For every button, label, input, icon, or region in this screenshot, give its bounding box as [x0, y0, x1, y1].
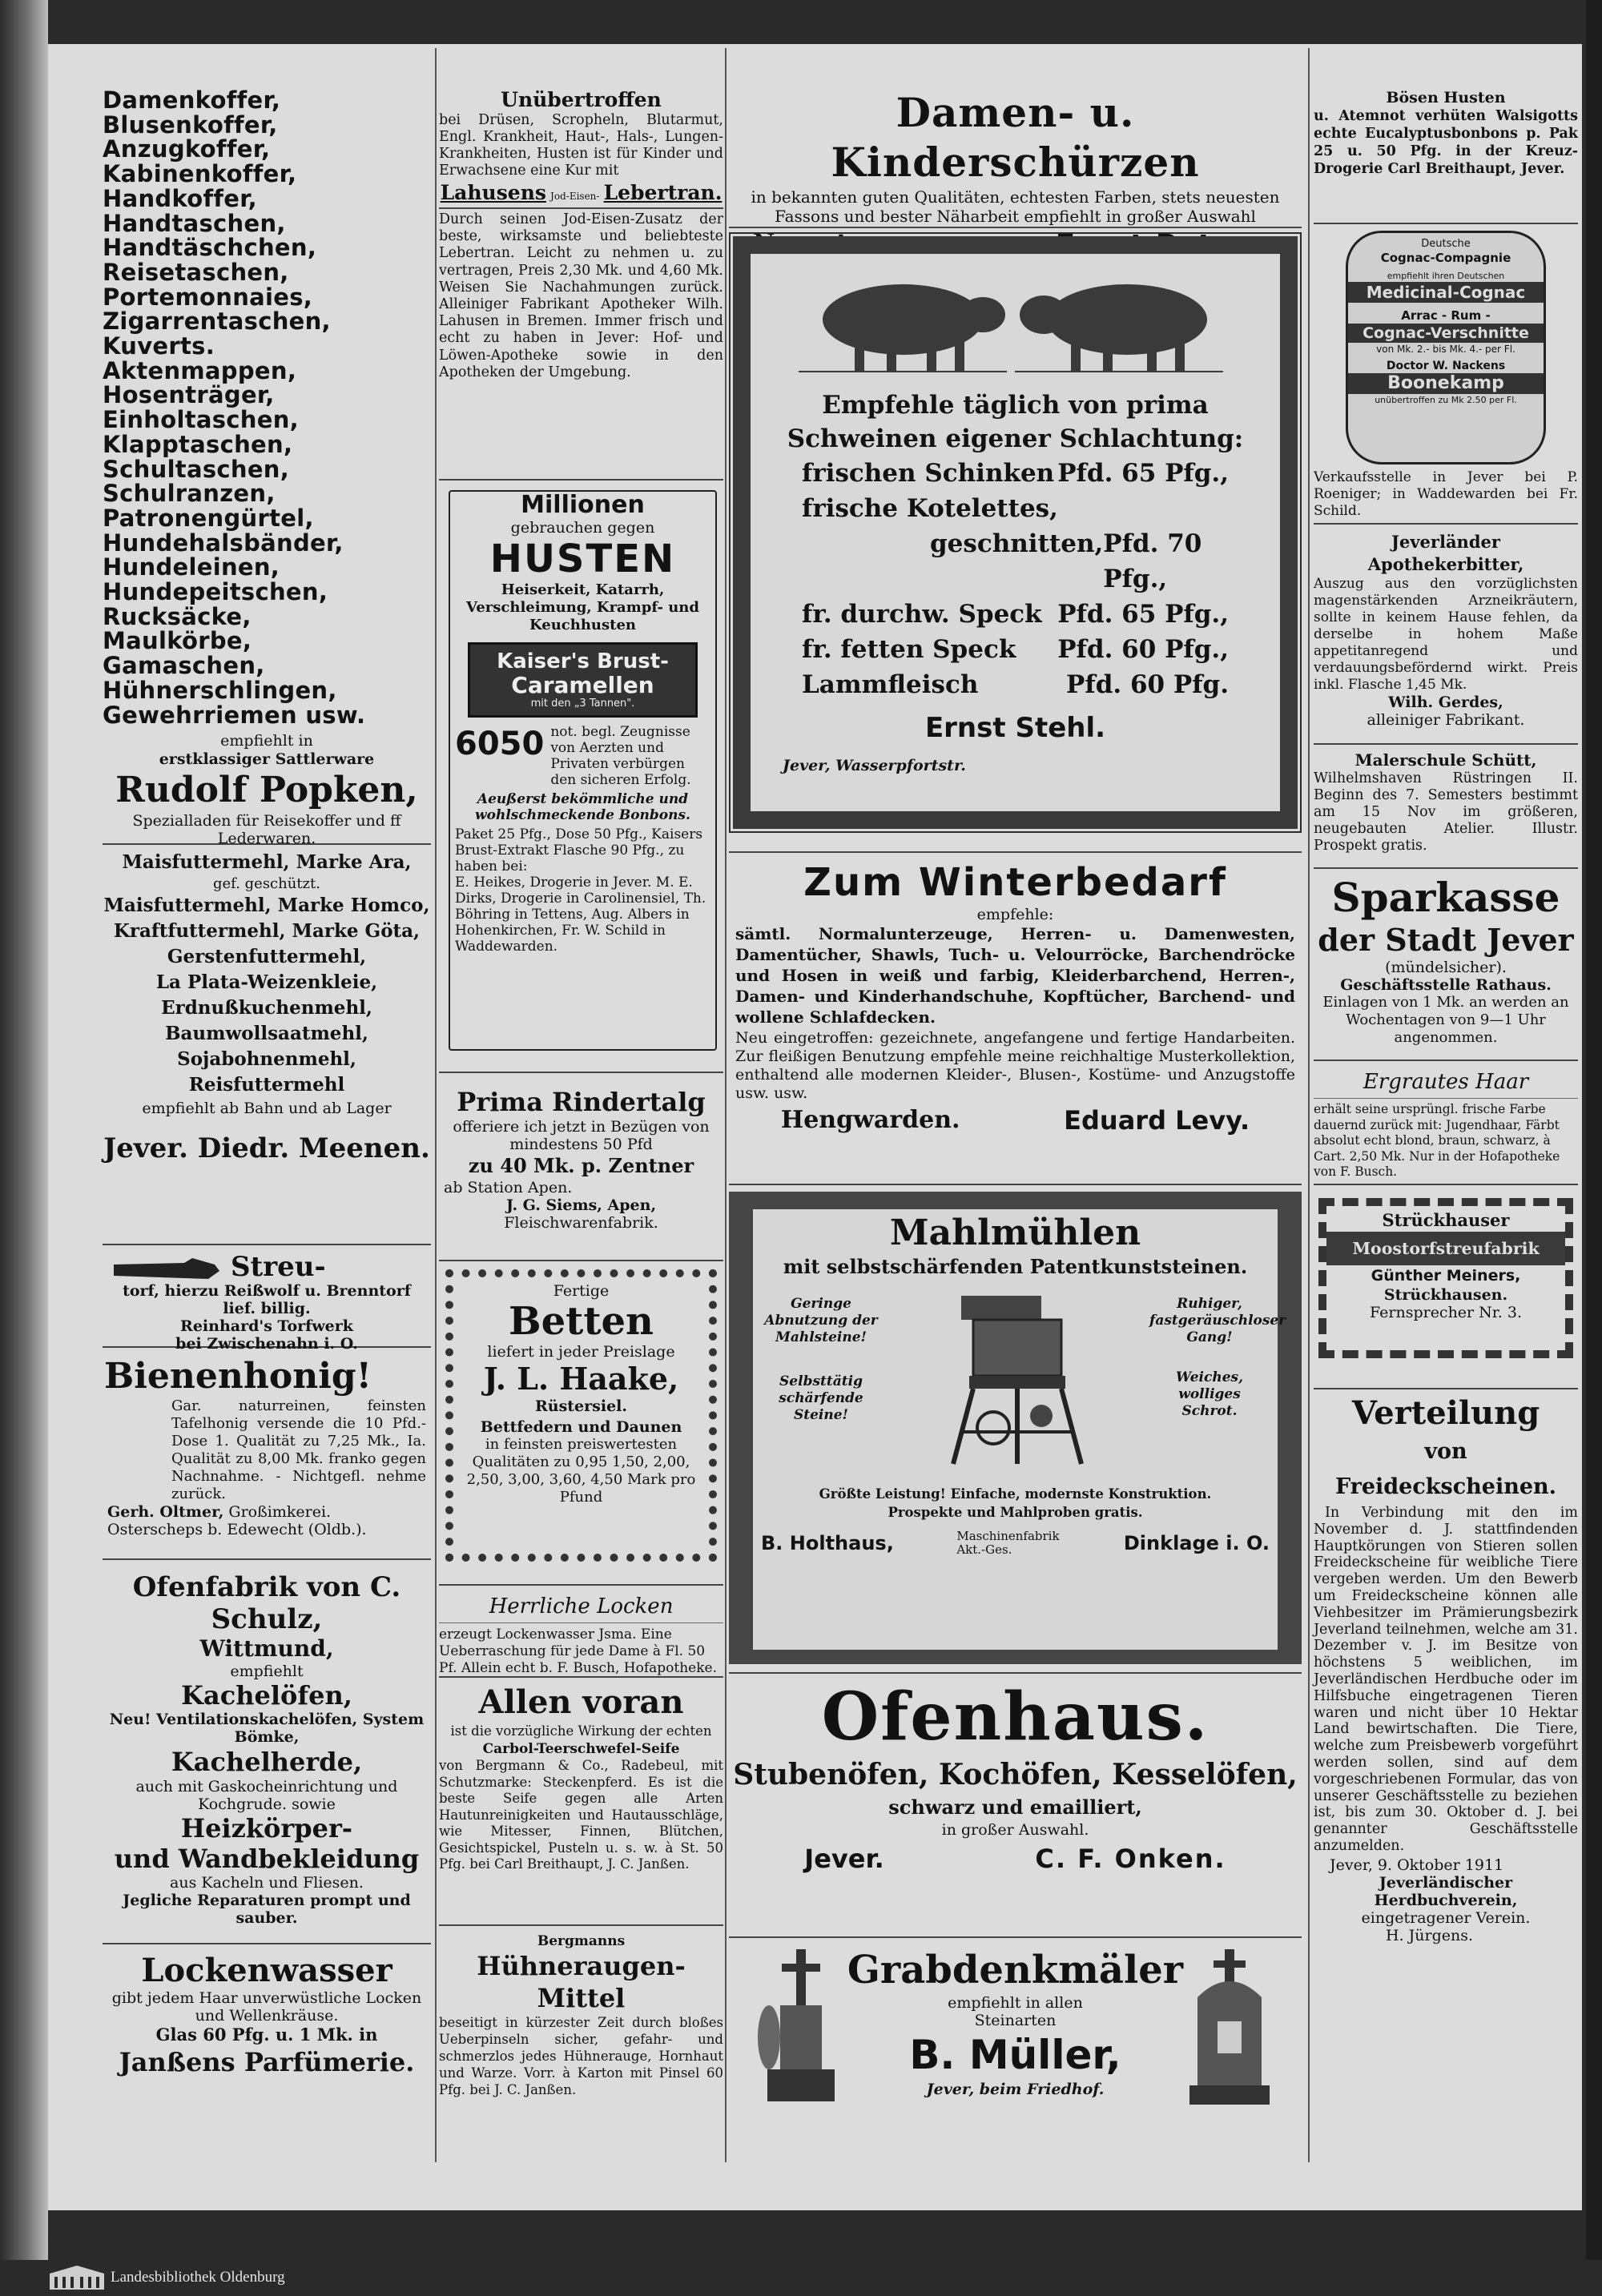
ad-haar [1314, 1061, 1578, 1185]
vert-text: In Verbindung mit den im November d. J. stattfindenden Hauptkörungen von Stieren sollen Freideckscheine für weibliche Tiere vergeben werden. Um den Bewerb um Freideckscheine können alle Viehbesitzer im Prämierungsbezirk Jeverland teilnehmen, welche am 31. Dezember v. J. im Besitze von höchstens 5 weiblichen, im Jeverländischen Herdbuche oder im Hilfsbuche eingetragenen Tieren waren und nicht über 10 Hektar Land bewirtschaften. Die Tiere, welche zum Preisbewerb vorgeführt werden sollen, sind auf dem vorgeschriebenen Formular, das von unserer Geschäftsstelle zu beziehen ist, bis zum 30. Oktober d. J. bei genannter Geschäftsstelle anzumelden. [1314, 1505, 1578, 1854]
futter-list-item: Kraftfuttermehl, Marke Göta, [113, 920, 421, 942]
locken-title: Lockenwasser [141, 1952, 392, 1989]
ad-levy [729, 853, 1302, 1185]
mahl-title: Mahlmühlen [889, 1212, 1141, 1253]
streu-text: torf, hierzu Reißwolf u. Brenntorf lief. billig. [123, 1282, 411, 1317]
kaiser-gebr: gebrauchen gegen [510, 519, 655, 537]
winter-empf: empfehle: [976, 906, 1054, 923]
futter-list-item: Gerstenfuttermehl, [167, 946, 367, 967]
mahl-left2: Selbsttätig schärfende Steine! [779, 1373, 863, 1423]
kaiser-logo [468, 642, 698, 718]
rinder-text: offeriere ich jetzt in Bezügen von mindestens 50 Pfd [453, 1118, 710, 1153]
library-name: Landesbibliothek Oldenburg [111, 2269, 285, 2286]
ofen-empf: empfiehlt [230, 1663, 304, 1680]
kaiser-bon: Aeußerst bekömmliche und wohlschmeckende Bonbons. [475, 791, 690, 823]
berg-title: Bergmanns [537, 1933, 626, 1949]
winter-place: Hengwarden. [780, 1106, 960, 1134]
stehl-frame [733, 236, 1298, 829]
vert-org2: eingetragener Verein. [1361, 1908, 1531, 1927]
spar-office: Geschäftsstelle Rathaus. [1340, 976, 1552, 994]
cognac-sale: Verkaufsstelle in Jever bei P. Roeniger; in Waddewarden bei Fr. Schild. [1314, 469, 1578, 519]
honig-title: Bienenhonig! [104, 1356, 372, 1397]
husten-title: Bösen Husten [1386, 89, 1506, 107]
stehl-price-row [783, 597, 1248, 632]
lahusen-text: bei Drüsen, Scropheln, Blutarmut, Engl. Krankheit, Haut-, Hals-, Lungen-Krankheiten, Husten ist für Kinder und Erwachsene eine Kur mit [439, 112, 723, 179]
ad-torf [103, 1245, 431, 1353]
allen-text1: ist die vorzügliche Wirkung der echten [450, 1723, 712, 1739]
koffer-list-item: Damenkoffer, [103, 86, 281, 114]
bitter-sub: alleiniger Fabrikant. [1367, 711, 1525, 729]
rinder-title: Prima Rindertalg [457, 1087, 706, 1117]
koffer-list-item: Schultaschen, [103, 455, 290, 483]
betten-frame [445, 1269, 717, 1562]
kaiser-list: Heiserkeit, Katarrh, Verschleimung, Krampf- und Keuchhusten [466, 581, 699, 633]
haar-hand: Ergrautes Haar [1314, 1066, 1578, 1099]
bitter-text: Auszug aus den vorzüglichsten magenstärkenden Arzneikräutern, sollte in keinem Hause fehlen, da derselbe in hohem Maße appetitanregend und verdauungsbefördernd wirkt. Preis inkl. Flasche 1,45 Mk. [1314, 576, 1578, 693]
ofenhaus-place: Jever. [804, 1844, 884, 1874]
stehl-item: Lammfleisch [802, 670, 979, 699]
mahl-left1: Geringe Abnutzung der Mahlsteine! [764, 1296, 878, 1345]
betten-name: J. L. Haake, [483, 1361, 679, 1397]
mahl-firm: Maschinenfabrik Akt.-Ges. [956, 1529, 1060, 1557]
spar-title2: der Stadt Jever [1318, 922, 1574, 958]
stehl-body [783, 388, 1248, 774]
ad-honig [103, 1348, 431, 1560]
stehl-price-row [783, 632, 1248, 667]
rinder-price: zu 40 Mk. p. Zentner [468, 1154, 694, 1177]
winter-neu: Neu eingetroffen: gezeichnete, angefangene und fertige Handarbeiten. Zur fleißigen Benutzung empfehle meine reichhaltige Musterkollektion, enthaltend alle modernen Kleider-, Blusen-, Kostüme- und Anzugstoffe usw. usw. [735, 1029, 1295, 1102]
koffer-list-item: Gamaschen, [103, 652, 265, 680]
ad-locken2 [439, 1586, 723, 1678]
ofen-title: Ofenfabrik von C. Schulz, [132, 1571, 401, 1635]
koffer-list-item: Klapptaschen, [103, 430, 293, 458]
stehl-item: geschnitten, [930, 529, 1104, 558]
koffer-name: Rudolf Popken, [115, 770, 418, 811]
koffer-list-item: Hühnerschlingen, [103, 676, 337, 704]
husten-text: u. Atemnot verhüten Walsigotts echte Eucalyptusbonbons p. Pak 25 u. 50 Pfg. in der Kreuz-Drogerie Carl Breithaupt, Jever. [1314, 108, 1578, 177]
grab-text: empfiehlt in allen Steinarten [948, 1994, 1083, 2029]
futter-list-item: Sojabohnenmehl, [177, 1048, 356, 1070]
stehl-item: fr. fetten Speck [802, 635, 1016, 664]
moor-5: Fernsprecher Nr. 3. [1369, 1304, 1523, 1321]
ofenhaus-sign [729, 1844, 1302, 1874]
koffer-list [103, 88, 431, 727]
stehl-line2: Schweinen eigener Schlachtung: [787, 424, 1244, 453]
column-4 [1314, 88, 1578, 2081]
koffer-list-item: Aktenmappen, [103, 356, 297, 384]
ofenhaus-sub: Stubenöfen, Kochöfen, Kesselöfen, [733, 1758, 1298, 1791]
ad-freideck [1314, 1389, 1578, 2081]
koffer-list-item: Hundehalsbänder, [103, 529, 344, 557]
schuerzen-title: Damen- u. Kinderschürzen [831, 89, 1200, 186]
ofenhaus-name: C. F. Onken. [1035, 1844, 1226, 1874]
stehl-item: frischen Schinken [802, 459, 1055, 488]
lahusen-brand [439, 181, 723, 204]
koffer-quality: erstklassiger Sattlerware [159, 750, 375, 769]
grave-cross-right-icon [1181, 1949, 1278, 2113]
honig-name: Gerh. Oltmer, [107, 1503, 224, 1521]
vert-sign: H. Jürgens. [1386, 1926, 1474, 1944]
ad-meenen [103, 845, 431, 1245]
spar-text: Einlagen von 1 Mk. an werden an Wochentagen von 9—1 Uhr angenommen. [1322, 994, 1569, 1046]
cognac-barrel [1346, 231, 1546, 464]
cognac-1: Deutsche [1421, 238, 1471, 250]
stehl-price-row [783, 456, 1248, 491]
ad-maler [1314, 745, 1578, 869]
honig-text: Gar. naturreinen, feinsten Tafelhonig versende die 10 Pfd.-Dose 1. Qualität zu 7,25 Mk., Ia. Qualität zu 8,00 Mk. franko gegen Nachnahme. - Nichtgefl. nehme zurück. [171, 1397, 426, 1502]
ofen-neu: Neu! Ventilationskachelöfen, System Bömke, [109, 1711, 425, 1746]
cognac-5: Arrac - Rum - [1401, 308, 1491, 323]
betten-text: in feinsten preiswertesten Qualitäten zu 0,95 1,50, 2,00, 2,50, 3,00, 3,60, 4,50 Mark pro Pfund [466, 1436, 696, 1506]
locken-text: gibt jedem Haar unverwüstliche Locken und Wellenkräuse. [111, 1989, 422, 2025]
koffer-empf: empfiehlt in [220, 732, 313, 750]
honig-sign [103, 1503, 431, 1538]
stehl-price-list [783, 456, 1248, 702]
kaiser-logo1: Kaiser's Brust- [497, 649, 669, 674]
mahl-line: Größte Leistung! Einfache, modernste Konstruktion. [819, 1486, 1212, 1502]
ad-peters [729, 88, 1302, 228]
betten-place: Rüstersiel. [534, 1397, 627, 1415]
column-rule [435, 48, 437, 2162]
stehl-price: Pfd. 70 Pfg., [1103, 529, 1202, 593]
cognac-9: Boonekamp [1348, 373, 1544, 394]
ofen-k4: und Wandbekleidung [114, 1844, 420, 1874]
stehl-item: fr. durchw. Speck [802, 600, 1042, 629]
koffer-list-item: Einholtaschen, [103, 406, 299, 434]
stehl-price: Pfd. 65 Pfg., [1057, 459, 1229, 488]
maler-text: Wilhelmshaven Rüstringen II. Beginn des 7. Semesters bestimmt am 15 Nov im größeren, neugebauten Atelier. Illustr. Prospekt gratis. [1314, 770, 1578, 854]
ad-locken [103, 1944, 431, 2113]
ofen-gas: auch mit Gaskocheinrichtung und Kochgrude. sowie [135, 1778, 398, 1813]
stehl-name: Ernst Stehl. [924, 712, 1106, 744]
ofen-k2: Kachelherde, [171, 1747, 363, 1777]
koffer-spec: Spezialladen für Reisekoffer und ff Lederwaren. [132, 812, 401, 848]
mill-machine-icon [937, 1288, 1097, 1471]
streu-title: Streu- [231, 1251, 326, 1283]
ad-bitter [1314, 525, 1578, 745]
vert-title1: Verteilung [1351, 1394, 1540, 1432]
ad-steckenpferd [439, 1678, 723, 1926]
ad-onken [729, 1674, 1302, 1938]
koffer-list-item: Anzugkoffer, [103, 135, 271, 163]
koffer-list-item: Handtäschchen, [103, 234, 317, 262]
koffer-list-item: Patronengürtel, [103, 504, 314, 532]
column-3 [729, 88, 1302, 2178]
moor-3: Günther Meiners, [1371, 1267, 1521, 1285]
vert-org: Jeverländischer Herdbuchverein, [1374, 1873, 1518, 1909]
ad-kaiser [439, 481, 723, 1073]
winter-name: Eduard Levy. [1064, 1105, 1250, 1136]
ad-popken [103, 86, 431, 848]
bitter-name: Wilh. Gerdes, [1388, 694, 1503, 711]
winter-sign [729, 1104, 1302, 1136]
koffer-list-item: Blusenkoffer, [103, 111, 278, 139]
kaiser-mill: Millionen [521, 491, 645, 519]
futter-list-item: Baumwollsaatmehl, [165, 1023, 368, 1044]
mahl-name: B. Holthaus, [761, 1532, 894, 1554]
betten-sub: Bettfedern und Daunen [480, 1418, 682, 1436]
footer-bar [0, 2260, 1602, 2296]
cognac-7: von Mk. 2.- bis Mk. 4.- per Fl. [1376, 344, 1515, 355]
koffer-list-item: Zigarrentaschen, [103, 308, 331, 336]
streu-place: bei Zwischenahn i. O. [175, 1335, 358, 1353]
koffer-list-item: Kabinenkoffer, [103, 160, 297, 188]
lahusen-brand1: Lahusens [440, 181, 546, 204]
koffer-list-item: Handtaschen, [103, 209, 286, 237]
futter-empf: empfiehlt ab Bahn und ab Lager [142, 1100, 392, 1117]
moor-4: Strückhausen. [1383, 1286, 1508, 1304]
kaiser-dealers: E. Heikes, Drogerie in Jever. M. E. Dirks, Drogerie in Carolinensiel, Th. Böhring in Tettens, Aug. Albers in Hohenkirchen, Fr. W. Schild in Waddewarden. [455, 875, 706, 955]
kaiser-logo2: Caramellen [511, 672, 654, 698]
ad-bergmann [439, 1926, 723, 2117]
ad-mueller [729, 1938, 1302, 2178]
ofenhaus-text: schwarz und emailliert, [888, 1795, 1142, 1819]
cognac-2: Cognac-Compagnie [1380, 251, 1511, 265]
ofen-place: Wittmund, [199, 1635, 334, 1662]
koffer-list-item: Maulkörbe, [103, 627, 252, 655]
ad-stehl [729, 228, 1302, 853]
stehl-price-row [783, 491, 1248, 526]
futter-list-item: gef. geschützt. [213, 875, 320, 892]
moor-1: Strückhauser [1382, 1210, 1510, 1230]
ad-cognac [1314, 224, 1578, 525]
pig-left-icon [799, 270, 1007, 377]
ad-betten [439, 1261, 723, 1586]
ofen-k3: Heizkörper- [180, 1813, 353, 1844]
koffer-list-item: Hundeleinen, [103, 553, 280, 581]
ad-husten [1314, 88, 1578, 224]
spar-sub: (mündelsicher). [1385, 959, 1507, 976]
allen-text2: von Bergmann & Co., Radebeul, mit Schutzmarke: Steckenpferd. Es ist die beste Seife gegen alle Arten Hautunreinigkeiten und Hautausschläge, wie Mitesser, Finnen, Blütchen, Gesichtspickel, Pusteln u. s. w. à St. 50 Pfg. bei Carl Breithaupt, J. C. Janßen. [439, 1758, 723, 1872]
column-rule [1308, 48, 1310, 2162]
koffer-list-item: Schulranzen, [103, 480, 276, 508]
ofenhaus-title: Ofenhaus. [821, 1679, 1210, 1755]
koffer-list-item: Reisetaschen, [103, 258, 289, 286]
pig-right-icon [1015, 270, 1223, 377]
rinder-ab: ab Station Apen. [444, 1179, 573, 1196]
honig-place: Großimkerei. Osterscheps b. Edewecht (Oldb.). [107, 1503, 367, 1538]
stehl-price: Pfd. 60 Pfg. [1066, 670, 1229, 699]
lahusen-brand2: Jod-Eisen- [550, 191, 600, 202]
mahl-line2: Prospekte und Mahlproben gratis. [888, 1505, 1143, 1520]
mahl-sign [761, 1530, 1270, 1557]
ad-moor [1314, 1185, 1578, 1389]
streu-name: Reinhard's Torfwerk [180, 1317, 353, 1335]
ad-schulz [103, 1560, 431, 1944]
library-logo-icon [50, 2266, 104, 2290]
koffer-list-item: Hundepeitschen, [103, 578, 328, 606]
koffer-list-item: Portemonnaies, [103, 283, 313, 311]
futter-list [103, 850, 431, 1098]
betten-title: Betten [509, 1299, 654, 1344]
cognac-10: unübertroffen zu Mk 2.50 per Fl. [1375, 395, 1517, 405]
kaiser-num: 6050 [455, 726, 545, 762]
haar-text: erhält seine ursprüngl. frische Farbe dauernd zurück mit: Jugendhaar, Färbt absolut echt blond, braun, schwarz, à Cart. 2,50 Mk. Nur in der Hofapotheke von F. Busch. [1314, 1102, 1560, 1179]
stehl-item: frische Kotelettes, [802, 494, 1058, 523]
cognac-6: Cognac-Verschnitte [1348, 324, 1544, 343]
mahl-sub: mit selbstschärfenden Patentkunststeinen. [783, 1255, 1248, 1278]
grab-title: Grabdenkmäler [847, 1948, 1184, 1992]
mahl-right2: Weiches, wolliges Schrot. [1176, 1369, 1243, 1419]
schuerzen-text: in bekannten guten Qualitäten, echtesten Farben, stets neuesten Fassons und bester Näharbeit empfiehlt in großer Auswahl [751, 187, 1280, 226]
stehl-addr: Jever, Wasserpfortstr. [783, 757, 966, 774]
futter-list-item: Maisfuttermehl, Marke Ara, [122, 851, 412, 873]
koffer-list-item: Rucksäcke, [103, 602, 252, 630]
spar-title1: Sparkasse [1331, 874, 1560, 921]
pointing-hand-icon [112, 1257, 224, 1284]
futter-list-item: Maisfuttermehl, Marke Homco, [103, 895, 430, 916]
ofenhaus-text2: in großer Auswahl. [941, 1821, 1089, 1839]
rinder-sub: Fleischwarenfabrik. [504, 1214, 658, 1232]
cognac-3: empfiehlt ihren Deutschen [1387, 271, 1505, 281]
loko-text: erzeugt Lockenwasser Jsma. Eine Ueberraschung für jede Dame à Fl. 50 Pf. Allein echt b. F. Busch, Hofapotheke. [439, 1627, 717, 1676]
ofen-k1: Kachelöfen, [181, 1680, 352, 1711]
koffer-list-item: Hosenträger, [103, 381, 275, 409]
locken-price: Glas 60 Pfg. u. 1 Mk. in [155, 2025, 378, 2045]
futter-list-item: La Plata-Weizenkleie, [155, 971, 378, 993]
kaiser-zeug: not. begl. Zeugnisse von Aerzten und Privaten verbürgen den sicheren Erfolg. [550, 724, 691, 788]
ad-sparkasse [1314, 869, 1578, 1061]
locken-name: Janßens Parfümerie. [119, 2047, 415, 2077]
winter-text: sämtl. Normalunterzeuge, Herren- u. Damenwesten, Damentücher, Shawls, Tuch- u. Velourröcke, Barchendröcke und Hosen in weiß und farbig, Kleiderbarchend, Herren-, Damen- und Kinderhandschuhe, Kopftücher, Barchend- und wollene Schlafdecken. [735, 924, 1295, 1027]
koffer-list-item: Gewehrriemen usw. [103, 701, 366, 729]
ad-lahusen [439, 88, 723, 481]
berg-text: beseitigt in kürzester Zeit durch bloßes Ueberpinseln sicher, gefahr- und schmerzlos jedes Hühnerauge, Hornhaut und Warze. Vorr. à Karton mit Pinsel 60 Pfg. bei J. C. Janßen. [439, 2015, 723, 2097]
column-2 [439, 88, 723, 2117]
allen-title: Allen voran [478, 1683, 684, 1721]
vert-date: Jever, 9. Oktober 1911 [1330, 1856, 1504, 1874]
mahl-right1: Ruhiger, fastgeräuschloser Gang! [1149, 1296, 1286, 1345]
column-1 [103, 88, 431, 2113]
ad-rindertalg [439, 1073, 723, 1261]
ofen-aus: aus Kacheln und Fliesen. [170, 1874, 364, 1892]
futter-list-item: Erdnußkuchenmehl, [161, 997, 372, 1019]
lahusen-title: Unübertroffen [501, 88, 662, 111]
rinder-name: J. G. Siems, Apen, [505, 1196, 657, 1214]
grab-addr: Jever, beim Friedhof. [926, 2081, 1105, 2098]
holthaus-frame [729, 1192, 1302, 1664]
koffer-list-item: Kuverts. [103, 332, 215, 360]
cognac-8: Doctor W. Nackens [1386, 360, 1506, 372]
berg-mittel: Hühneraugen-Mittel [477, 1951, 686, 2013]
column-rule [725, 48, 727, 2162]
stehl-price: Pfd. 65 Pfg., [1057, 600, 1229, 629]
winter-title: Zum Winterbedarf [803, 860, 1227, 905]
stehl-price-row [783, 526, 1248, 597]
bitter-title: Jeverländer Apothekerbitter, [1367, 532, 1524, 574]
lahusen-brand3: Lebertran. [603, 181, 723, 204]
kaiser-zeug-row [455, 724, 710, 788]
stehl-line1: Empfehle täglich von prima [822, 391, 1209, 420]
stehl-price: Pfd. 60 Pfg., [1057, 635, 1229, 664]
lahusen-text2: Durch seinen Jod-Eisen-Zusatz der beste, wirksamste und beliebteste Lebertran. Leicht zu nehmen u. zu vertragen, Preis 2,30 Mk. und 4,60 Mk. Weisen Sie Nachahmungen zurück. Alleiniger Fabrikant Apotheker Wilh. Lahusen in Bremen. Immer frisch und echt zu haben in Jever: Hof- und Löwen-Apotheke sowie in den Apotheken der Umgebung. [439, 207, 723, 381]
moor-frame [1318, 1198, 1573, 1358]
stehl-price-row [783, 667, 1248, 702]
kaiser-price: Paket 25 Pfg., Dose 50 Pfg., Kaisers Brust-Extrakt Flasche 90 Pfg., zu haben bei: [455, 826, 703, 875]
mahl-place: Dinklage i. O. [1123, 1532, 1270, 1554]
loko-hand: Herrliche Locken [439, 1590, 723, 1623]
allen-brand: Carbol-Teerschwefel-Seife [482, 1741, 680, 1757]
moor-2: Moostorfstreufabrik [1326, 1232, 1565, 1265]
futter-list-item: Reisfuttermehl [188, 1074, 345, 1096]
kaiser-frame [449, 490, 717, 1051]
holthaus-inner [753, 1209, 1286, 1650]
kaiser-logo3: mit den „3 Tannen". [530, 698, 635, 710]
vert-title2: von Freideckscheinen. [1334, 1439, 1557, 1499]
futter-name: Jever. Diedr. Meenen. [103, 1132, 430, 1164]
grab-name: B. Müller, [909, 2032, 1121, 2078]
maler-title: Malerschule Schütt, [1354, 750, 1537, 770]
cognac-4: Medicinal-Cognac [1348, 282, 1544, 303]
koffer-list-item: Handkoffer, [103, 184, 257, 212]
betten-lief: liefert in jeder Preislage [487, 1343, 675, 1361]
betten-fertige: Fertige [553, 1282, 610, 1300]
ofen-rep: Jegliche Reparaturen prompt und sauber. [123, 1892, 411, 1927]
kaiser-husten: HUSTEN [489, 537, 676, 581]
grave-cross-left-icon [753, 1949, 849, 2113]
ad-holthaus [729, 1185, 1302, 1674]
